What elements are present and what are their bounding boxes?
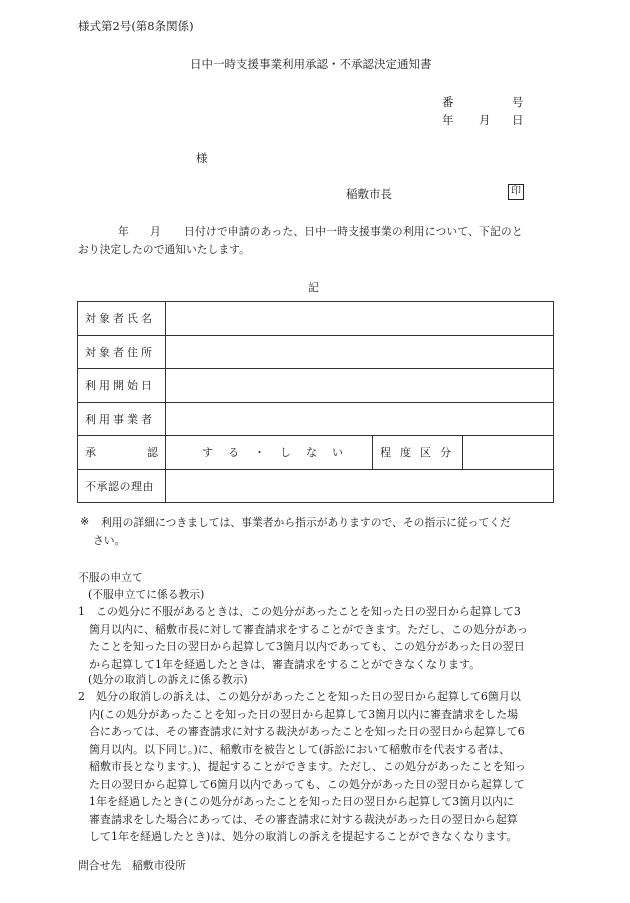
table-row-start xyxy=(78,369,554,403)
contact-info: 問合せ先 稲敷市役所 xyxy=(78,859,186,872)
appeal-item1-line: たことを知った日の翌日から起算して3箇月以内であっても、この処分があった日の翌日 xyxy=(89,640,525,653)
appeal-item2-line: 2 処分の取消しの訴えは、この処分があったことを知った日の翌日から起算して6箇月以 xyxy=(78,690,521,703)
note-line1: 利用の詳細につきましては、事業者から指示がありますので、その指示に従ってくだ xyxy=(101,516,511,529)
appeal-item2-line: 内(この処分があったことを知った日の翌日から起算して3箇月以内に審査請求をした場 xyxy=(89,707,519,721)
body-year: 年 xyxy=(118,225,129,238)
form-number: 様式第2号(第8条関係) xyxy=(78,19,194,33)
appeal-item1 xyxy=(78,603,528,673)
page-title: 日中一時支援事業利用承認・不承認決定通知書 xyxy=(190,57,432,71)
approval-label-a: 承 xyxy=(85,446,96,460)
appeal-item2 xyxy=(78,688,526,846)
body-month: 月 xyxy=(150,225,161,238)
info-table xyxy=(77,301,554,503)
appeal-item1-line: 箇月以内に、稲敷市長に対して審査請求をすることができます。ただし、この処分があっ xyxy=(89,622,529,636)
appeal-item2-line: 合にあっては、その審査請求に対する裁決があったことを知った日の翌日から起算して6 xyxy=(89,725,525,738)
name-label: 対象者氏名 xyxy=(78,302,166,336)
body-line2: おり決定したので通知いたします。 xyxy=(78,243,250,256)
reason-field[interactable] xyxy=(166,469,554,503)
appeal-item2-line: 審査請求をした場合にあっては、その審査請求に対する裁決があった日の翌日から起算 xyxy=(89,812,518,826)
appeal-sub2: (処分の取消しの訴えに係る教示) xyxy=(88,673,248,686)
provider-label: 利用事業者 xyxy=(78,402,166,436)
approval-label-b: 認 xyxy=(147,446,158,460)
approval-label-cell xyxy=(78,436,166,470)
table-row-address xyxy=(78,335,554,369)
note-line2: さい。 xyxy=(93,534,126,547)
approval-value[interactable]: する・しない xyxy=(166,436,373,470)
start-date-label: 利用開始日 xyxy=(78,369,166,403)
appeal-sub1: (不服申立てに係る教示) xyxy=(88,588,205,601)
name-field[interactable] xyxy=(166,302,554,336)
start-date-field[interactable] xyxy=(166,369,554,403)
appeal-heading: 不服の申立て xyxy=(78,571,143,584)
address-label: 対象者住所 xyxy=(78,335,166,369)
table-row-reason xyxy=(78,469,554,503)
appeal-item2-line: 1年を経過したとき(この処分があったことを知った日の翌日から起算して3箇月以内に xyxy=(89,795,515,808)
date-month: 月 xyxy=(479,113,491,127)
address-field[interactable] xyxy=(166,335,554,369)
appeal-item2-line: た日の翌日から起算して6箇月以内であっても、この処分があった日の翌日から起算して xyxy=(89,777,525,791)
issuer-name: 稲敷市長 xyxy=(346,187,392,201)
note-mark: ※ xyxy=(80,515,90,528)
appeal-item2-line: 箇月以内。以下同じ。)に、稲敷市を被告として(訴訟において稲敷市を代表する者は、 xyxy=(89,742,511,756)
table-row-name xyxy=(78,302,554,336)
appeal-item2-line: して1年を経過したとき)は、処分の取消しの訴えを提起することができなくなります。 xyxy=(89,830,518,843)
date-year: 年 xyxy=(442,113,454,127)
degree-field[interactable] xyxy=(463,436,554,470)
degree-label: 程度区分 xyxy=(373,436,463,470)
seal-mark: 印 xyxy=(508,184,524,200)
addressee-suffix: 様 xyxy=(196,151,208,165)
body-line1: 日付けで申請のあった、日中一時支援事業の利用について、下記のと xyxy=(184,225,523,238)
appeal-item2-line: 稲敷市長となります。)、提起することができます。ただし、この処分があったことを知っ xyxy=(89,760,526,773)
doc-number-ban: 番 xyxy=(442,95,454,109)
provider-field[interactable] xyxy=(166,402,554,436)
table-row-provider xyxy=(78,402,554,436)
reason-label: 不承認の理由 xyxy=(78,469,166,503)
doc-number-go: 号 xyxy=(512,95,524,109)
appeal-item1-line: 1 この処分に不服があるときは、この処分があったことを知った日の翌日から起算して3 xyxy=(78,605,521,618)
ki-heading: 記 xyxy=(308,281,319,294)
table-row-approval xyxy=(78,436,554,470)
appeal-item1-line: から起算して1年を経過したときは、審査請求をすることができなくなります。 xyxy=(89,657,481,671)
date-day: 日 xyxy=(512,113,524,127)
